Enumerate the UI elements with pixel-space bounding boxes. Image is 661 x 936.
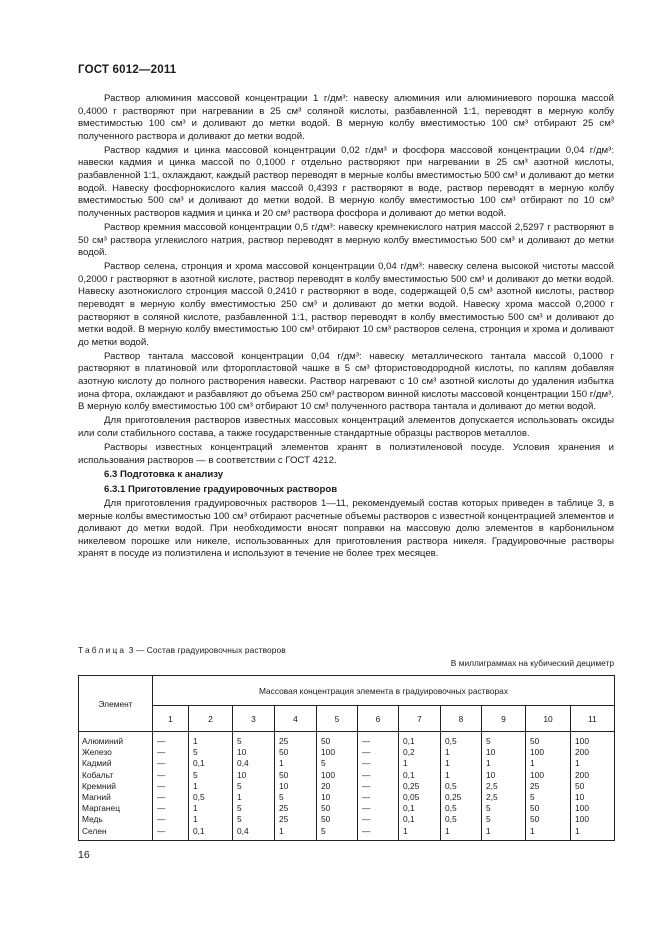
section-heading: 6.3 Подготовка к анализу bbox=[104, 469, 224, 481]
concentration-cell: 5 bbox=[275, 792, 317, 803]
paragraph-tantalum-solution: Раствор тантала массовой концентрации 0,04 г/дм³: навеску металлического тантала массой 0,1000 г растворяют в платиновой или фторопластовой чашке в 5 см³ фтористоводородной кислоты, по каплям добавляя азотную кислоту до полного растворения навески. Раствор нагревают с 10 см³ азотной кислоты до удаления избытка иона фтора, охлаждают и разбавляют до объема 250 см³ раствором винной кислоты массовой концентрации 150 г/дм³. В мерную колбу вместимостью 100 см³ отбирают 10 см³ полученного раствора тантала и доливают до метки водой. bbox=[78, 350, 614, 413]
concentration-cell: 1 bbox=[399, 826, 441, 841]
concentration-cell: 2,5 bbox=[482, 781, 526, 792]
concentration-cell: 0,1 bbox=[399, 770, 441, 781]
concentration-cell: — bbox=[358, 758, 399, 769]
table-row bbox=[79, 826, 615, 841]
column-number-header: 5 bbox=[317, 706, 358, 732]
table-caption-text: 3 — Состав градуировочных растворов bbox=[128, 645, 286, 655]
paragraph-storage-note: Растворы известных концентраций элементов хранят в полиэтиленовой посуде. Условия хранения и использования растворов — в соответствии с ГОСТ 4212. bbox=[78, 442, 614, 466]
column-number-header: 3 bbox=[233, 706, 275, 732]
table-row bbox=[79, 732, 615, 748]
concentration-cell: 1 bbox=[441, 770, 482, 781]
concentration-cell: 1 bbox=[571, 826, 615, 841]
element-name-cell: Кремний bbox=[79, 781, 153, 792]
subsection-heading: 6.3.1 Приготовление градуировочных растворов bbox=[104, 483, 338, 495]
paragraph-selenium-solution: Раствор селена, стронция и хрома массовой концентрации 0,04 г/дм³: навеску селена высокой чистоты массой 0,2000 г растворяют в азотной кислоте, раствор переводят в колбу вместимостью 500 см³ и доливают до метки водой. Навеску азотнокислого стронция массой 0,2410 г растворяют в воде, содержащей 0,5 см³ азотной кислоты, раствор переводят в мерную колбу вместимостью 250 см³ и доливают до метки водой. Навеску хрома массой 0,2000 г растворяют в соляной кислоте, разбавленной 1:1, раствор переводят в колбу вместимостью 500 см³ и доливают до метки водой. В мерную колбу вместимостью 100 см³ отбирают 10 см³ растворов селена, стронция и хрома и доливают до метки водой. bbox=[78, 261, 614, 348]
concentration-cell: — bbox=[153, 826, 189, 841]
concentration-cell: 100 bbox=[317, 770, 358, 781]
column-number-row bbox=[79, 706, 615, 732]
concentration-cell: 5 bbox=[482, 732, 526, 748]
concentration-cell: 5 bbox=[233, 803, 275, 814]
concentration-cell: 5 bbox=[482, 814, 526, 825]
concentration-cell: 100 bbox=[317, 747, 358, 758]
concentration-cell: 50 bbox=[317, 803, 358, 814]
element-name-cell: Кобальт bbox=[79, 770, 153, 781]
element-column-header: Элемент bbox=[79, 676, 153, 732]
concentration-group-header: Массовая концентрация элемента в градуировочных растворах bbox=[153, 676, 615, 706]
element-name-cell: Кадмий bbox=[79, 758, 153, 769]
table-row bbox=[79, 781, 615, 792]
table-row bbox=[79, 758, 615, 769]
concentration-cell: 100 bbox=[571, 803, 615, 814]
concentration-cell: 5 bbox=[233, 781, 275, 792]
paragraph-calibration: Для приготовления градуировочных растворов 1—11, рекомендуемый состав которых приведен в таблице 3, в мерные колбы вместимостью 100 см³ отбирают расчетные объемы растворов с известной концентрацией элементов и доливают до метки водой. При необходимости вносят поправки на массовую долю элементов в карбонильном никелевом порошке или никеле, использованных для приготовления раствора никеля. Градуировочные растворы хранят в посуде из полиэтилена и используют в течение не более трех месяцев. bbox=[78, 497, 614, 560]
concentration-cell: 0,4 bbox=[233, 758, 275, 769]
concentration-cell: — bbox=[358, 781, 399, 792]
concentration-cell: — bbox=[358, 826, 399, 841]
concentration-cell: — bbox=[153, 747, 189, 758]
concentration-cell: 5 bbox=[189, 747, 233, 758]
concentration-cell: 5 bbox=[526, 792, 571, 803]
column-number-header: 11 bbox=[571, 706, 615, 732]
concentration-cell: 100 bbox=[526, 770, 571, 781]
paragraph-cadmium-zinc-solution: Раствор кадмия и цинка массовой концентрации 0,02 г/дм³ и фосфора массовой концентрации 0,04 г/дм³: навески кадмия и цинка массой по 0,1000 г отдельно растворяют при нагревании в 25 см³ азотной кислоты, разбавленной 1:1, охлаждают, каждый раствор переводят в мерные колбы вместимостью 500 см³ и доливают до метки водой. Навеску фосфорнокислого калия массой 0,4393 г растворяют в воде, раствор переводят в мерную колбу вместимостью 500 см³ и доливают до метки водой. В мерную колбу вместимостью 100 см³ отбирают по 10 см³ полученных растворов кадмия и цинка и 20 см³ раствора фосфора и доливают до метки водой. bbox=[78, 144, 614, 219]
concentration-cell: 0,25 bbox=[399, 781, 441, 792]
concentration-cell: 1 bbox=[399, 758, 441, 769]
concentration-cell: 1 bbox=[482, 758, 526, 769]
table-body bbox=[79, 732, 615, 841]
concentration-cell: 0,5 bbox=[441, 803, 482, 814]
concentration-cell: — bbox=[358, 747, 399, 758]
concentration-cell: 50 bbox=[526, 803, 571, 814]
column-number-header: 4 bbox=[275, 706, 317, 732]
table-row bbox=[79, 803, 615, 814]
concentration-cell: 0,25 bbox=[441, 792, 482, 803]
concentration-cell: 1 bbox=[441, 747, 482, 758]
table-row bbox=[79, 814, 615, 825]
concentration-cell: 50 bbox=[275, 770, 317, 781]
column-number-header: 8 bbox=[441, 706, 482, 732]
concentration-cell: 50 bbox=[571, 781, 615, 792]
concentration-cell: 10 bbox=[482, 770, 526, 781]
concentration-cell: 50 bbox=[526, 814, 571, 825]
concentration-cell: 10 bbox=[317, 792, 358, 803]
concentration-cell: — bbox=[358, 803, 399, 814]
concentration-cell: 1 bbox=[526, 826, 571, 841]
table-row bbox=[79, 770, 615, 781]
concentration-cell: 10 bbox=[233, 770, 275, 781]
concentration-cell: 0,4 bbox=[233, 826, 275, 841]
concentration-cell: — bbox=[153, 814, 189, 825]
paragraph-silicon-solution: Раствор кремния массовой концентрации 0,5 г/дм³: навеску кремнекислого натрия массой 2,5297 г растворяют в 50 см³ раствора углекислого натрия, раствор переводят в мерную колбу вместимостью 500 см³ и доливают до метки водой. bbox=[78, 221, 614, 259]
concentration-cell: 1 bbox=[189, 781, 233, 792]
concentration-cell: — bbox=[153, 792, 189, 803]
element-name-cell: Алюминий bbox=[79, 732, 153, 748]
concentration-cell: 0,1 bbox=[399, 732, 441, 748]
concentration-cell: 0,1 bbox=[399, 814, 441, 825]
column-number-header: 1 bbox=[153, 706, 189, 732]
table-caption bbox=[78, 645, 286, 655]
concentration-cell: — bbox=[153, 758, 189, 769]
concentration-cell: — bbox=[153, 732, 189, 748]
concentration-cell: 1 bbox=[189, 814, 233, 825]
concentration-cell: 10 bbox=[275, 781, 317, 792]
concentration-cell: 0,1 bbox=[189, 826, 233, 841]
concentration-cell: 1 bbox=[441, 826, 482, 841]
element-name-cell: Медь bbox=[79, 814, 153, 825]
concentration-cell: — bbox=[153, 803, 189, 814]
concentration-cell: 25 bbox=[275, 732, 317, 748]
table-row bbox=[79, 792, 615, 803]
concentration-cell: — bbox=[153, 770, 189, 781]
concentration-cell: 0,5 bbox=[441, 814, 482, 825]
concentration-cell: 100 bbox=[571, 732, 615, 748]
concentration-cell: 5 bbox=[317, 826, 358, 841]
table-units: В миллиграммах на кубический дециметр bbox=[450, 658, 614, 668]
concentration-cell: 5 bbox=[482, 803, 526, 814]
concentration-cell: 0,1 bbox=[399, 803, 441, 814]
concentration-cell: 25 bbox=[275, 803, 317, 814]
concentration-cell: — bbox=[358, 770, 399, 781]
concentration-cell: 100 bbox=[571, 814, 615, 825]
element-name-cell: Марганец bbox=[79, 803, 153, 814]
concentration-cell: 25 bbox=[526, 781, 571, 792]
concentration-cell: — bbox=[358, 814, 399, 825]
concentration-cell: 0,05 bbox=[399, 792, 441, 803]
concentration-cell: 1 bbox=[189, 732, 233, 748]
concentration-cell: 50 bbox=[526, 732, 571, 748]
body-text bbox=[78, 93, 614, 562]
page-header: ГОСТ 6012—2011 bbox=[78, 64, 177, 76]
concentration-cell: — bbox=[358, 732, 399, 748]
concentration-cell: 50 bbox=[275, 747, 317, 758]
page-number: 16 bbox=[78, 849, 90, 861]
concentration-cell: — bbox=[153, 781, 189, 792]
concentration-cell: 200 bbox=[571, 770, 615, 781]
element-name-cell: Железо bbox=[79, 747, 153, 758]
table-caption-label: Таблица bbox=[78, 645, 127, 655]
column-number-header: 10 bbox=[526, 706, 571, 732]
concentration-cell: 20 bbox=[317, 781, 358, 792]
concentration-cell: 1 bbox=[233, 792, 275, 803]
composition-table bbox=[78, 675, 615, 841]
column-number-header: 7 bbox=[399, 706, 441, 732]
concentration-cell: 25 bbox=[275, 814, 317, 825]
concentration-cell: 0,2 bbox=[399, 747, 441, 758]
concentration-cell: 0,5 bbox=[189, 792, 233, 803]
concentration-cell: 100 bbox=[526, 747, 571, 758]
concentration-cell: 5 bbox=[317, 758, 358, 769]
concentration-cell: 1 bbox=[275, 826, 317, 841]
column-number-header: 9 bbox=[482, 706, 526, 732]
concentration-cell: 5 bbox=[233, 732, 275, 748]
concentration-cell: 50 bbox=[317, 814, 358, 825]
concentration-cell: — bbox=[358, 792, 399, 803]
concentration-cell: 10 bbox=[233, 747, 275, 758]
column-number-header: 6 bbox=[358, 706, 399, 732]
concentration-cell: 10 bbox=[482, 747, 526, 758]
concentration-cell: 2,5 bbox=[482, 792, 526, 803]
concentration-cell: 0,5 bbox=[441, 781, 482, 792]
paragraph-aluminium-solution: Раствор алюминия массовой концентрации 1 г/дм³: навеску алюминия или алюминиевого порошка массой 0,4000 г растворяют при нагревании в 25 см³ соляной кислоты, разбавленной 1:1, переводят в мерную колбу вместимостью 100 см³ и доливают до метки водой. В мерную колбу вместимостью 100 см³ отбирают 25 см³ полученного раствора и доливают до метки водой. bbox=[78, 93, 614, 142]
concentration-cell: 1 bbox=[571, 758, 615, 769]
concentration-cell: 200 bbox=[571, 747, 615, 758]
concentration-cell: 1 bbox=[189, 803, 233, 814]
element-name-cell: Селен bbox=[79, 826, 153, 841]
concentration-cell: 5 bbox=[233, 814, 275, 825]
column-number-header: 2 bbox=[189, 706, 233, 732]
concentration-cell: 1 bbox=[482, 826, 526, 841]
concentration-cell: 0,5 bbox=[441, 732, 482, 748]
concentration-cell: 10 bbox=[571, 792, 615, 803]
concentration-cell: 1 bbox=[441, 758, 482, 769]
concentration-cell: 0,1 bbox=[189, 758, 233, 769]
concentration-cell: 1 bbox=[526, 758, 571, 769]
concentration-cell: 1 bbox=[275, 758, 317, 769]
concentration-cell: 50 bbox=[317, 732, 358, 748]
concentration-cell: 5 bbox=[189, 770, 233, 781]
paragraph-oxides-note: Для приготовления растворов известных массовых концентраций элементов допускается использовать оксиды или соли стабильного состава, а также государственные стандартные образцы растворов металлов. bbox=[78, 415, 614, 439]
table-row bbox=[79, 747, 615, 758]
element-name-cell: Магний bbox=[79, 792, 153, 803]
